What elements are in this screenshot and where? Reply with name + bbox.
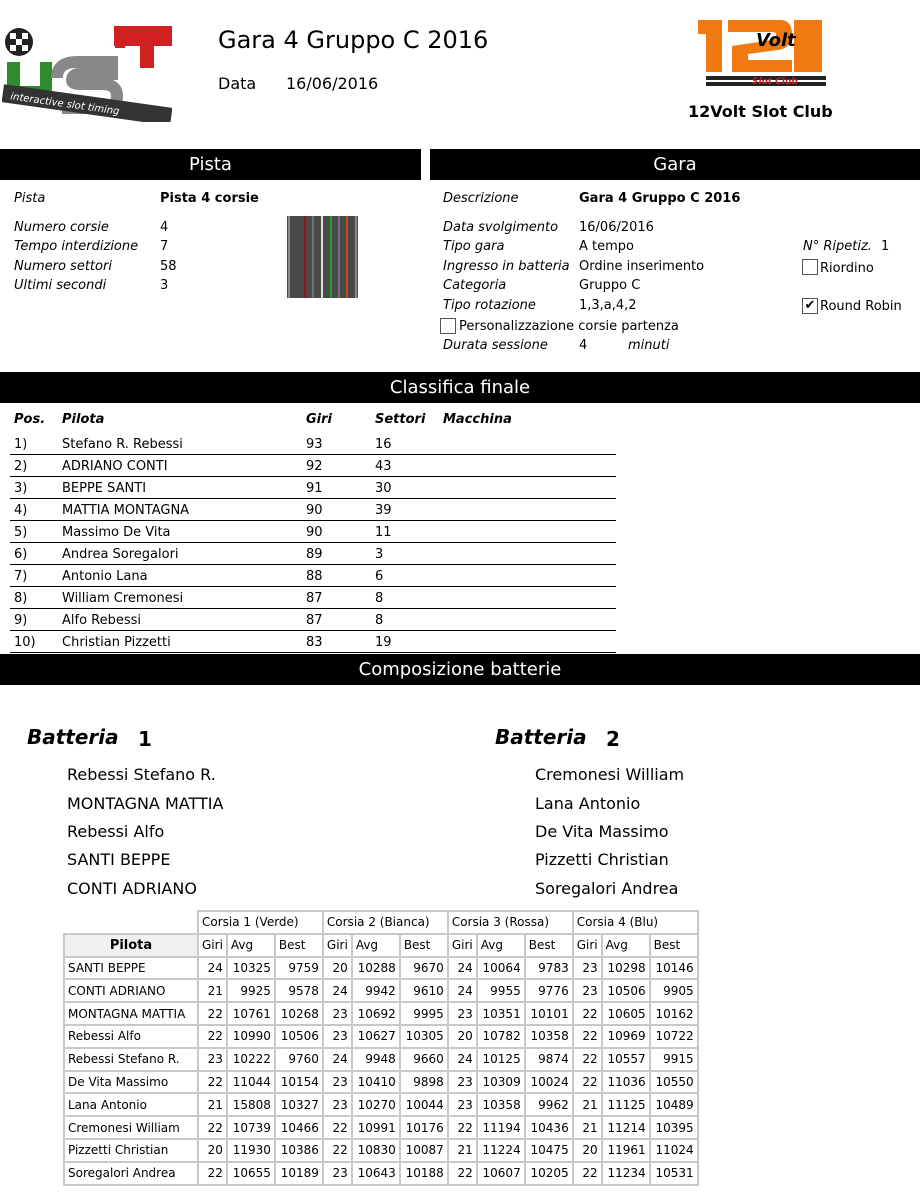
round-robin-label: Round Robin bbox=[820, 299, 902, 314]
value-cell: 10722 bbox=[650, 1025, 698, 1048]
table-row bbox=[64, 1002, 698, 1025]
classifica-row bbox=[10, 499, 616, 521]
classifica-settori: 16 bbox=[375, 437, 392, 452]
value-cell: 23 bbox=[323, 1002, 352, 1025]
value-cell: 23 bbox=[198, 1048, 227, 1071]
classifica-pos: 8) bbox=[14, 591, 28, 606]
value-cell: 10557 bbox=[602, 1048, 650, 1071]
value-cell: 24 bbox=[198, 957, 227, 980]
pilot-name-cell: Pizzetti Christian bbox=[64, 1139, 198, 1162]
col-header-giri: Giri bbox=[306, 412, 332, 427]
value-cell: 23 bbox=[323, 1071, 352, 1094]
classifica-settori: 30 bbox=[375, 481, 392, 496]
tipo-gara-value: A tempo bbox=[579, 239, 634, 254]
sub-header-giri: Giri bbox=[573, 934, 602, 957]
classifica-pos: 9) bbox=[14, 613, 28, 628]
table-row bbox=[64, 1071, 698, 1094]
value-cell: 23 bbox=[573, 979, 602, 1002]
data-svolgimento-label: Data svolgimento bbox=[443, 220, 559, 235]
ingresso-value: Ordine inserimento bbox=[579, 259, 705, 274]
value-cell: 10270 bbox=[352, 1093, 400, 1116]
table-row bbox=[64, 1116, 698, 1139]
gara-section-header: Gara bbox=[430, 149, 920, 180]
classifica-pos: 1) bbox=[14, 437, 28, 452]
value-cell: 9759 bbox=[275, 957, 323, 980]
classifica-pos: 2) bbox=[14, 459, 28, 474]
value-cell: 9898 bbox=[400, 1071, 448, 1094]
pilot-name-cell: Cremonesi William bbox=[64, 1116, 198, 1139]
table-row bbox=[64, 1048, 698, 1071]
value-cell: 10044 bbox=[400, 1093, 448, 1116]
value-cell: 10475 bbox=[525, 1139, 573, 1162]
pilot-name-cell: MONTAGNA MATTIA bbox=[64, 1002, 198, 1025]
classifica-pos: 5) bbox=[14, 525, 28, 540]
value-cell: 23 bbox=[323, 1162, 352, 1185]
value-cell: 10176 bbox=[400, 1116, 448, 1139]
value-cell: 15808 bbox=[227, 1093, 275, 1116]
batteria-1-label: Batteria bbox=[27, 725, 119, 749]
value-cell: 9783 bbox=[525, 957, 573, 980]
batteria-2-label: Batteria bbox=[495, 725, 587, 749]
classifica-pilota: Christian Pizzetti bbox=[62, 635, 171, 650]
value-cell: 9942 bbox=[352, 979, 400, 1002]
classifica-pos: 10) bbox=[14, 635, 36, 650]
value-cell: 9925 bbox=[227, 979, 275, 1002]
pilot-name-cell: CONTI ADRIANO bbox=[64, 979, 198, 1002]
value-cell: 23 bbox=[573, 957, 602, 980]
riordino-label: Riordino bbox=[820, 261, 874, 276]
classifica-row bbox=[10, 631, 616, 653]
value-cell: 10189 bbox=[275, 1162, 323, 1185]
value-cell: 10358 bbox=[477, 1093, 525, 1116]
value-cell: 10188 bbox=[400, 1162, 448, 1185]
value-cell: 10550 bbox=[650, 1071, 698, 1094]
classifica-row bbox=[10, 477, 616, 499]
classifica-row bbox=[10, 521, 616, 543]
results-table bbox=[63, 910, 699, 1186]
value-cell: 10222 bbox=[227, 1048, 275, 1071]
value-cell: 10024 bbox=[525, 1071, 573, 1094]
table-row bbox=[64, 979, 698, 1002]
batteria-pilot: SANTI BEPPE bbox=[67, 850, 171, 869]
col-header-pilota: Pilota bbox=[62, 412, 105, 427]
classifica-pilota: William Cremonesi bbox=[62, 591, 184, 606]
value-cell: 21 bbox=[198, 979, 227, 1002]
value-cell: 9760 bbox=[275, 1048, 323, 1071]
club-logo bbox=[692, 14, 826, 92]
classifica-giri: 91 bbox=[306, 481, 323, 496]
round-robin-checkbox[interactable] bbox=[802, 298, 818, 314]
value-cell: 22 bbox=[573, 1048, 602, 1071]
sub-header-giri: Giri bbox=[198, 934, 227, 957]
value-cell: 10830 bbox=[352, 1139, 400, 1162]
value-cell: 22 bbox=[198, 1002, 227, 1025]
value-cell: 11125 bbox=[602, 1093, 650, 1116]
value-cell: 24 bbox=[448, 979, 477, 1002]
value-cell: 10489 bbox=[650, 1093, 698, 1116]
classifica-giri: 87 bbox=[306, 613, 323, 628]
date-label: Data bbox=[218, 74, 257, 93]
categoria-value: Gruppo C bbox=[579, 278, 641, 293]
club-name: 12Volt Slot Club bbox=[688, 102, 833, 121]
value-cell: 23 bbox=[448, 1071, 477, 1094]
classifica-pilota: Stefano R. Rebessi bbox=[62, 437, 183, 452]
classifica-section-header: Classifica finale bbox=[0, 372, 920, 403]
sub-header-giri: Giri bbox=[323, 934, 352, 957]
pista-value: Pista 4 corsie bbox=[160, 191, 259, 206]
check-icon: ✔ bbox=[804, 298, 816, 313]
pista-section-header: Pista bbox=[0, 149, 421, 180]
pilot-name-cell: Rebessi Alfo bbox=[64, 1025, 198, 1048]
field-label: Ultimi secondi bbox=[14, 278, 107, 293]
corsia-4-header: Corsia 4 (Blu) bbox=[573, 911, 698, 934]
sub-header-best: Best bbox=[650, 934, 698, 957]
value-cell: 10327 bbox=[275, 1093, 323, 1116]
table-row bbox=[64, 1162, 698, 1185]
durata-label: Durata sessione bbox=[443, 338, 548, 353]
value-cell: 10064 bbox=[477, 957, 525, 980]
classifica-giri: 87 bbox=[306, 591, 323, 606]
classifica-giri: 92 bbox=[306, 459, 323, 474]
field-label: Tempo interdizione bbox=[14, 239, 139, 254]
value-cell: 22 bbox=[448, 1116, 477, 1139]
classifica-pos: 4) bbox=[14, 503, 28, 518]
field-value: 7 bbox=[160, 239, 169, 254]
batteria-pilot: Lana Antonio bbox=[535, 794, 641, 813]
rotazione-value: 1,3,a,4,2 bbox=[579, 298, 637, 313]
classifica-settori: 39 bbox=[375, 503, 392, 518]
sub-header-avg: Avg bbox=[352, 934, 400, 957]
value-cell: 11194 bbox=[477, 1116, 525, 1139]
value-cell: 9578 bbox=[275, 979, 323, 1002]
sub-header-best: Best bbox=[525, 934, 573, 957]
value-cell: 9660 bbox=[400, 1048, 448, 1071]
value-cell: 10162 bbox=[650, 1002, 698, 1025]
field-label: Numero settori bbox=[14, 259, 112, 274]
corsia-2-header: Corsia 2 (Bianca) bbox=[323, 911, 448, 934]
value-cell: 22 bbox=[198, 1071, 227, 1094]
pilot-name-cell: Rebessi Stefano R. bbox=[64, 1048, 198, 1071]
table-row bbox=[64, 957, 698, 980]
value-cell: 23 bbox=[448, 1002, 477, 1025]
classifica-pilota: ADRIANO CONTI bbox=[62, 459, 168, 474]
ingresso-label: Ingresso in batteria bbox=[443, 259, 570, 274]
table-row bbox=[64, 1093, 698, 1116]
club-logo-text: Slot Club bbox=[752, 77, 798, 87]
classifica-giri: 83 bbox=[306, 635, 323, 650]
classifica-pos: 3) bbox=[14, 481, 28, 496]
classifica-pos: 7) bbox=[14, 569, 28, 584]
value-cell: 22 bbox=[573, 1025, 602, 1048]
value-cell: 21 bbox=[573, 1116, 602, 1139]
ripetiz-label: N° Ripetiz. bbox=[803, 239, 872, 254]
value-cell: 11224 bbox=[477, 1139, 525, 1162]
value-cell: 24 bbox=[323, 1048, 352, 1071]
col-header-pos: Pos. bbox=[14, 412, 46, 427]
value-cell: 10309 bbox=[477, 1071, 525, 1094]
value-cell: 22 bbox=[198, 1116, 227, 1139]
personalizzazione-checkbox[interactable] bbox=[440, 318, 456, 334]
value-cell: 10990 bbox=[227, 1025, 275, 1048]
value-cell: 20 bbox=[573, 1139, 602, 1162]
value-cell: 10268 bbox=[275, 1002, 323, 1025]
batteria-pilot: Cremonesi William bbox=[535, 765, 685, 784]
value-cell: 10325 bbox=[227, 957, 275, 980]
value-cell: 21 bbox=[198, 1093, 227, 1116]
batteria-pilot: MONTAGNA MATTIA bbox=[67, 794, 224, 813]
value-cell: 10627 bbox=[352, 1025, 400, 1048]
value-cell: 10386 bbox=[275, 1139, 323, 1162]
pilot-name-cell: Lana Antonio bbox=[64, 1093, 198, 1116]
value-cell: 10643 bbox=[352, 1162, 400, 1185]
value-cell: 22 bbox=[323, 1116, 352, 1139]
value-cell: 10351 bbox=[477, 1002, 525, 1025]
value-cell: 10358 bbox=[525, 1025, 573, 1048]
value-cell: 10395 bbox=[650, 1116, 698, 1139]
classifica-pilota: Alfo Rebessi bbox=[62, 613, 142, 628]
batteria-pilot: Pizzetti Christian bbox=[535, 850, 669, 869]
pista-label: Pista bbox=[14, 191, 46, 206]
categoria-label: Categoria bbox=[443, 278, 507, 293]
data-svolgimento-value: 16/06/2016 bbox=[579, 220, 654, 235]
classifica-settori: 19 bbox=[375, 635, 392, 650]
sub-header-best: Best bbox=[400, 934, 448, 957]
value-cell: 24 bbox=[323, 979, 352, 1002]
value-cell: 10466 bbox=[275, 1116, 323, 1139]
value-cell: 9962 bbox=[525, 1093, 573, 1116]
value-cell: 9915 bbox=[650, 1048, 698, 1071]
pilota-header: Pilota bbox=[64, 934, 198, 957]
classifica-settori: 11 bbox=[375, 525, 392, 540]
value-cell: 11961 bbox=[602, 1139, 650, 1162]
value-cell: 20 bbox=[448, 1025, 477, 1048]
value-cell: 22 bbox=[573, 1162, 602, 1185]
value-cell: 10605 bbox=[602, 1002, 650, 1025]
value-cell: 21 bbox=[448, 1139, 477, 1162]
corsia-3-header: Corsia 3 (Rossa) bbox=[448, 911, 573, 934]
sub-header-avg: Avg bbox=[602, 934, 650, 957]
value-cell: 10531 bbox=[650, 1162, 698, 1185]
value-cell: 20 bbox=[198, 1139, 227, 1162]
personalizzazione-label: Personalizzazione corsie partenza bbox=[459, 319, 679, 334]
batteria-pilot: De Vita Massimo bbox=[535, 822, 669, 841]
value-cell: 10298 bbox=[602, 957, 650, 980]
svg-text:Volt: Volt bbox=[756, 30, 796, 51]
value-cell: 11024 bbox=[650, 1139, 698, 1162]
sub-header-giri: Giri bbox=[448, 934, 477, 957]
value-cell: 11044 bbox=[227, 1071, 275, 1094]
table-row bbox=[64, 1025, 698, 1048]
value-cell: 9948 bbox=[352, 1048, 400, 1071]
corsia-1-header: Corsia 1 (Verde) bbox=[198, 911, 323, 934]
sub-header-avg: Avg bbox=[477, 934, 525, 957]
value-cell: 21 bbox=[573, 1093, 602, 1116]
value-cell: 9955 bbox=[477, 979, 525, 1002]
classifica-pos: 6) bbox=[14, 547, 28, 562]
classifica-pilota: MATTIA MONTAGNA bbox=[62, 503, 190, 518]
descrizione-value: Gara 4 Gruppo C 2016 bbox=[579, 191, 741, 206]
page-title: Gara 4 Gruppo C 2016 bbox=[218, 26, 489, 54]
value-cell: 10761 bbox=[227, 1002, 275, 1025]
classifica-row bbox=[10, 587, 616, 609]
value-cell: 9670 bbox=[400, 957, 448, 980]
classifica-pilota: Massimo De Vita bbox=[62, 525, 171, 540]
col-header-settori: Settori bbox=[375, 412, 426, 427]
batteria-1-number: 1 bbox=[138, 727, 152, 751]
value-cell: 22 bbox=[198, 1162, 227, 1185]
classifica-pilota: Antonio Lana bbox=[62, 569, 148, 584]
value-cell: 24 bbox=[448, 1048, 477, 1071]
value-cell: 10205 bbox=[525, 1162, 573, 1185]
pilot-name-cell: Soregalori Andrea bbox=[64, 1162, 198, 1185]
value-cell: 10101 bbox=[525, 1002, 573, 1025]
col-header-macchina: Macchina bbox=[443, 412, 512, 427]
value-cell: 20 bbox=[323, 957, 352, 980]
durata-value: 4 bbox=[579, 338, 588, 353]
value-cell: 22 bbox=[198, 1025, 227, 1048]
classifica-row bbox=[10, 455, 616, 477]
value-cell: 10969 bbox=[602, 1025, 650, 1048]
field-value: 58 bbox=[160, 259, 177, 274]
field-label: Numero corsie bbox=[14, 220, 109, 235]
value-cell: 11234 bbox=[602, 1162, 650, 1185]
durata-unit: minuti bbox=[628, 338, 670, 353]
value-cell: 10288 bbox=[352, 957, 400, 980]
classifica-giri: 88 bbox=[306, 569, 323, 584]
value-cell: 11930 bbox=[227, 1139, 275, 1162]
value-cell: 22 bbox=[573, 1002, 602, 1025]
value-cell: 10154 bbox=[275, 1071, 323, 1094]
classifica-settori: 8 bbox=[375, 591, 384, 606]
value-cell: 10410 bbox=[352, 1071, 400, 1094]
field-value: 4 bbox=[160, 220, 169, 235]
value-cell: 9905 bbox=[650, 979, 698, 1002]
classifica-row bbox=[10, 609, 616, 631]
value-cell: 10146 bbox=[650, 957, 698, 980]
batterie-section-header: Composizione batterie bbox=[0, 654, 920, 685]
value-cell: 9995 bbox=[400, 1002, 448, 1025]
value-cell: 11214 bbox=[602, 1116, 650, 1139]
value-cell: 22 bbox=[448, 1162, 477, 1185]
batteria-pilot: CONTI ADRIANO bbox=[67, 879, 197, 898]
classifica-pilota: BEPPE SANTI bbox=[62, 481, 147, 496]
sub-header-avg: Avg bbox=[227, 934, 275, 957]
ist-logo bbox=[2, 18, 172, 122]
value-cell: 10506 bbox=[602, 979, 650, 1002]
classifica-row bbox=[10, 543, 616, 565]
pilot-name-cell: De Vita Massimo bbox=[64, 1071, 198, 1094]
value-cell: 10692 bbox=[352, 1002, 400, 1025]
value-cell: 10125 bbox=[477, 1048, 525, 1071]
classifica-settori: 6 bbox=[375, 569, 384, 584]
classifica-giri: 89 bbox=[306, 547, 323, 562]
value-cell: 23 bbox=[323, 1025, 352, 1048]
value-cell: 23 bbox=[323, 1093, 352, 1116]
value-cell: 10991 bbox=[352, 1116, 400, 1139]
classifica-settori: 8 bbox=[375, 613, 384, 628]
table-row bbox=[64, 1139, 698, 1162]
date-value: 16/06/2016 bbox=[286, 74, 379, 93]
value-cell: 10087 bbox=[400, 1139, 448, 1162]
value-cell: 24 bbox=[448, 957, 477, 980]
value-cell: 10506 bbox=[275, 1025, 323, 1048]
value-cell: 10607 bbox=[477, 1162, 525, 1185]
batteria-pilot: Rebessi Stefano R. bbox=[67, 765, 216, 784]
value-cell: 10305 bbox=[400, 1025, 448, 1048]
classifica-giri: 90 bbox=[306, 525, 323, 540]
value-cell: 9874 bbox=[525, 1048, 573, 1071]
classifica-settori: 3 bbox=[375, 547, 384, 562]
sub-header-best: Best bbox=[275, 934, 323, 957]
ripetiz-value: 1 bbox=[881, 239, 890, 254]
track-lanes-image bbox=[287, 216, 358, 298]
value-cell: 22 bbox=[573, 1071, 602, 1094]
value-cell: 10436 bbox=[525, 1116, 573, 1139]
descrizione-label: Descrizione bbox=[443, 191, 519, 206]
value-cell: 10782 bbox=[477, 1025, 525, 1048]
riordino-checkbox[interactable] bbox=[802, 259, 818, 275]
classifica-giri: 90 bbox=[306, 503, 323, 518]
classifica-pilota: Andrea Soregalori bbox=[62, 547, 179, 562]
batteria-2-number: 2 bbox=[606, 727, 620, 751]
classifica-giri: 93 bbox=[306, 437, 323, 452]
value-cell: 10655 bbox=[227, 1162, 275, 1185]
rotazione-label: Tipo rotazione bbox=[443, 298, 536, 313]
classifica-row bbox=[10, 433, 616, 455]
batteria-pilot: Rebessi Alfo bbox=[67, 822, 165, 841]
value-cell: 11036 bbox=[602, 1071, 650, 1094]
classifica-settori: 43 bbox=[375, 459, 392, 474]
pilot-name-cell: SANTI BEPPE bbox=[64, 957, 198, 980]
value-cell: 9610 bbox=[400, 979, 448, 1002]
value-cell: 22 bbox=[323, 1139, 352, 1162]
tipo-gara-label: Tipo gara bbox=[443, 239, 505, 254]
classifica-row bbox=[10, 565, 616, 587]
value-cell: 9776 bbox=[525, 979, 573, 1002]
batteria-pilot: Soregalori Andrea bbox=[535, 879, 679, 898]
value-cell: 23 bbox=[448, 1093, 477, 1116]
value-cell: 10739 bbox=[227, 1116, 275, 1139]
field-value: 3 bbox=[160, 278, 169, 293]
ist-logo-text: interactive slot timing bbox=[9, 91, 121, 118]
